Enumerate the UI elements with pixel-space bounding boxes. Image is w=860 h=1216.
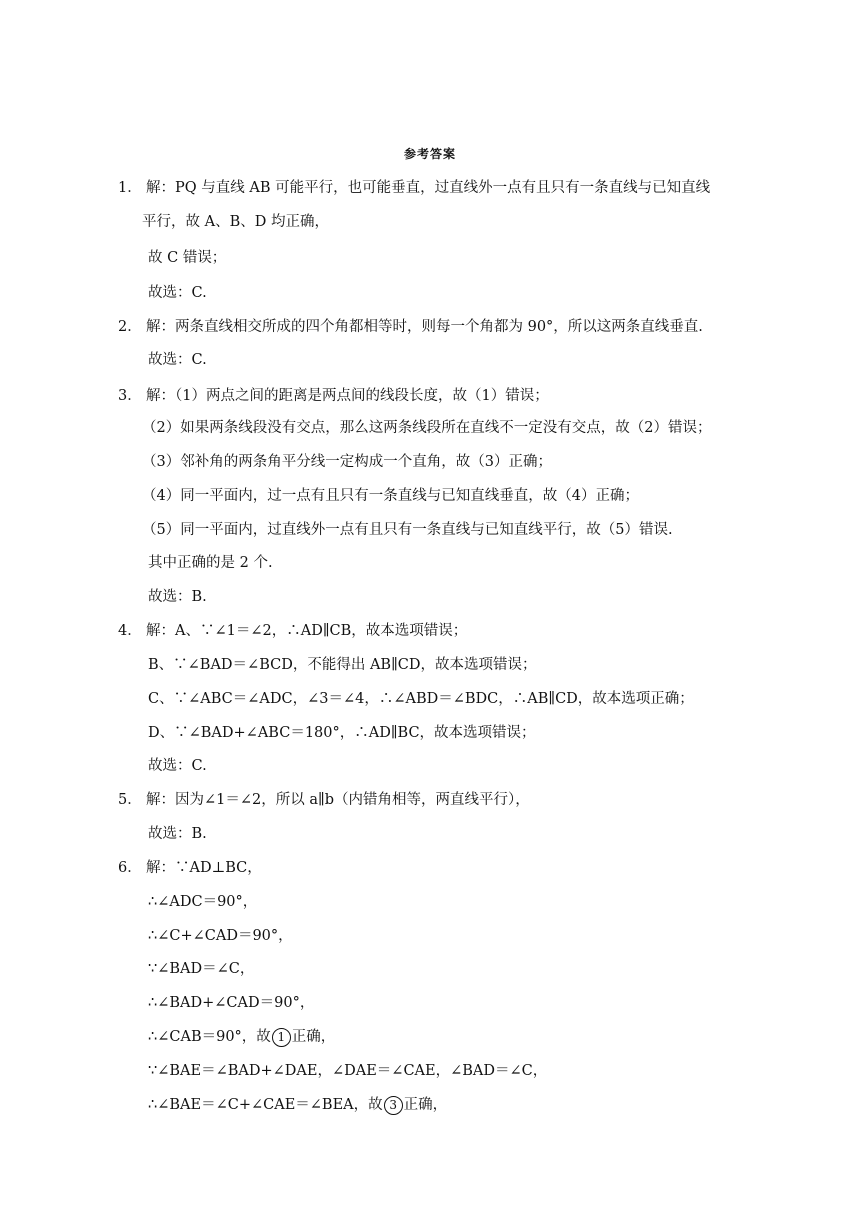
answer-line [148, 926, 293, 946]
answer-text: 解：A、∵∠1＝∠2，∴AD∥CB，故本选项错误； [146, 623, 468, 639]
answer-line [142, 418, 711, 438]
answer-text: 解：PQ 与直线 AB 可能平行，也可能垂直，过直线外一点有且只有一条直线与已知直线 [146, 180, 711, 196]
answer-line [148, 892, 257, 912]
answer-line [118, 858, 262, 878]
answer-text: ∴∠C+∠CAD＝90°， [148, 928, 293, 944]
answer-text: 解：因为∠1＝∠2，所以 a∥b（内错角相等，两直线平行）， [146, 792, 530, 808]
answer-line [148, 824, 207, 844]
answer-text: （2）如果两条线段没有交点，那么这两条线段所在直线不一定没有交点，故（2）错误； [142, 420, 712, 436]
answer-text: 解：两条直线相交所成的四个角都相等时，则每一个角都为 90°，所以这两条直线垂直. [146, 319, 703, 335]
answer-line [148, 1061, 547, 1081]
answer-text: 其中正确的是 2 个. [148, 555, 273, 571]
answer-line [148, 959, 254, 979]
page-title: 参考答案 [403, 147, 456, 161]
answer-text: 故选：B. [148, 589, 207, 605]
answer-text: 故选：B. [148, 826, 207, 842]
answer-line [148, 350, 207, 370]
question-number: 1． [118, 180, 142, 196]
answer-text: 故选：C. [148, 352, 207, 368]
answer-line [148, 756, 207, 776]
answer-text: ∴∠BAD+∠CAD＝90°， [148, 995, 315, 1011]
answer-text: 平行，故 A、B、D 均正确， [142, 214, 329, 230]
question-number: 5． [118, 792, 142, 808]
answer-text: ∴∠ADC＝90°， [148, 894, 258, 910]
answer-text: C、∵∠ABC＝∠ADC，∠3＝∠4，∴∠ABD＝∠BDC，∴AB∥CD，故本选项正确； [148, 691, 694, 707]
answer-line [148, 1095, 447, 1115]
answer-line [142, 520, 673, 540]
circled-number: 3 [384, 1096, 403, 1115]
answer-line [142, 212, 329, 232]
answer-line [148, 689, 694, 709]
answer-text: ∴∠CAB＝90°，故 [148, 1029, 271, 1045]
answer-text: （4）同一平面内，过一点有且只有一条直线与已知直线垂直，故（4）正确； [142, 488, 639, 504]
answer-line [118, 386, 549, 406]
answer-text: 故 C 错误； [148, 250, 227, 266]
answer-line [142, 452, 552, 472]
answer-line [148, 1027, 335, 1047]
answer-line [148, 723, 536, 743]
circled-number: 1 [272, 1028, 291, 1047]
answer-line [148, 248, 226, 268]
answer-text: B、∵∠BAD＝∠BCD，不能得出 AB∥CD，故本选项错误； [148, 657, 537, 673]
answer-line [148, 655, 537, 675]
answer-text: D、∵∠BAD+∠ABC＝180°，∴AD∥BC，故本选项错误； [148, 725, 536, 741]
question-number: 2． [118, 319, 142, 335]
answer-line [118, 317, 703, 337]
answer-text: （5）同一平面内，过直线外一点有且只有一条直线与已知直线平行，故（5）错误. [142, 522, 673, 538]
answer-text: ∴∠BAE＝∠C+∠CAE＝∠BEA，故 [148, 1097, 383, 1113]
answer-line [148, 587, 207, 607]
question-number: 6． [118, 860, 142, 876]
answer-line [148, 553, 273, 573]
answer-text: ∵∠BAD＝∠C， [148, 961, 255, 977]
answer-line [142, 486, 639, 506]
answer-text: （3）邻补角的两条角平分线一定构成一个直角，故（3）正确； [142, 454, 552, 470]
question-number: 4． [118, 623, 142, 639]
answer-line [118, 790, 530, 810]
answer-text: 解：∵AD⊥BC， [146, 860, 262, 876]
answer-text: ∵∠BAE＝∠BAD+∠DAE，∠DAE＝∠CAE，∠BAD＝∠C， [148, 1063, 548, 1079]
answer-text: 故选：C. [148, 285, 207, 301]
answer-line [148, 283, 207, 303]
answer-text: 故选：C. [148, 758, 207, 774]
answer-line [118, 178, 710, 198]
question-number: 3． [118, 388, 142, 404]
answer-line [148, 993, 314, 1013]
answer-text: 解：（1）两点之间的距离是两点间的线段长度，故（1）错误； [146, 388, 549, 404]
answer-text-after: 正确， [403, 1097, 448, 1113]
answer-line [118, 621, 467, 641]
answer-text-after: 正确， [291, 1029, 336, 1045]
